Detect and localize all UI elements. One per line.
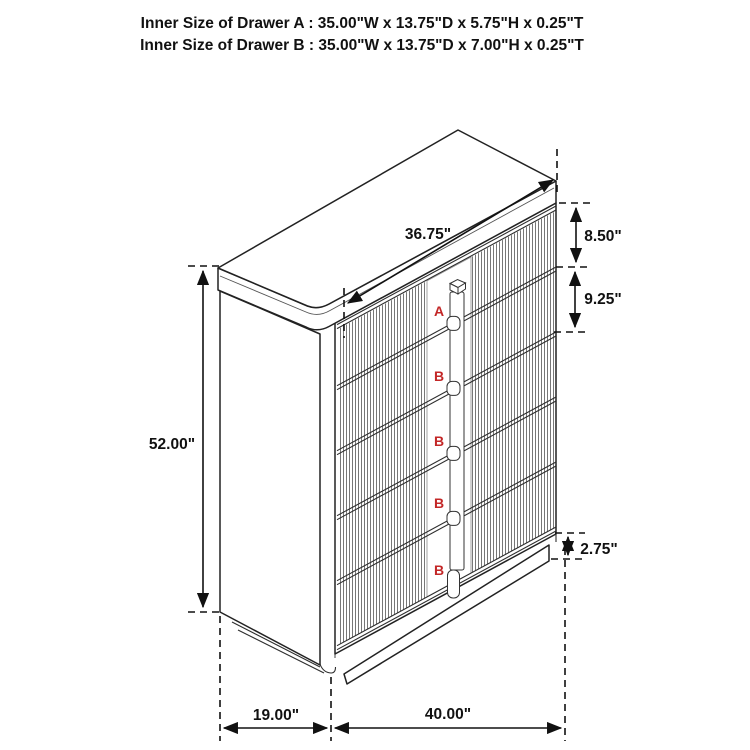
- dim-label-depth: 19.00": [252, 707, 300, 724]
- header: [140, 15, 584, 54]
- header-line-drawer-b: Inner Size of Drawer B : 35.00"W x 13.75"D x 7.00"H x 0.25"T: [140, 37, 584, 54]
- fluted-front-right-section: [471, 212, 554, 573]
- dim-total-height: [149, 266, 224, 612]
- dim-label-drawer-a-height: 8.50": [584, 228, 622, 245]
- dim-base-height: [551, 533, 618, 559]
- dim-label-drawer-b-height: 9.25": [584, 291, 622, 308]
- dim-label-top-width: 36.75": [404, 226, 452, 243]
- dim-label-width: 40.00": [424, 706, 472, 723]
- handle-bar: [450, 292, 464, 570]
- fluted-front-left-section: [339, 281, 427, 645]
- cabinet-side-panel: [220, 291, 320, 665]
- cabinet-drawing: [218, 130, 556, 684]
- drawer-label-b4: B: [433, 562, 445, 578]
- handle-joint: [447, 446, 460, 460]
- drawer-label-b2: B: [433, 433, 445, 449]
- handle-joint: [447, 316, 460, 330]
- dim-drawer-heights: [554, 203, 622, 332]
- drawer-label-b3: B: [433, 495, 445, 511]
- handle-bottom-cap: [448, 570, 460, 598]
- dim-label-total-height: 52.00": [148, 436, 196, 453]
- drawer-handle-column: [447, 280, 466, 599]
- handle-joint: [447, 381, 460, 395]
- dim-label-base-height: 2.75": [580, 541, 618, 558]
- header-line-drawer-a: Inner Size of Drawer A : 35.00"W x 13.75"D x 5.75"H x 0.25"T: [140, 15, 584, 32]
- drawer-label-b1: B: [433, 368, 445, 384]
- handle-joint: [447, 511, 460, 525]
- drawer-label-a: A: [433, 303, 445, 319]
